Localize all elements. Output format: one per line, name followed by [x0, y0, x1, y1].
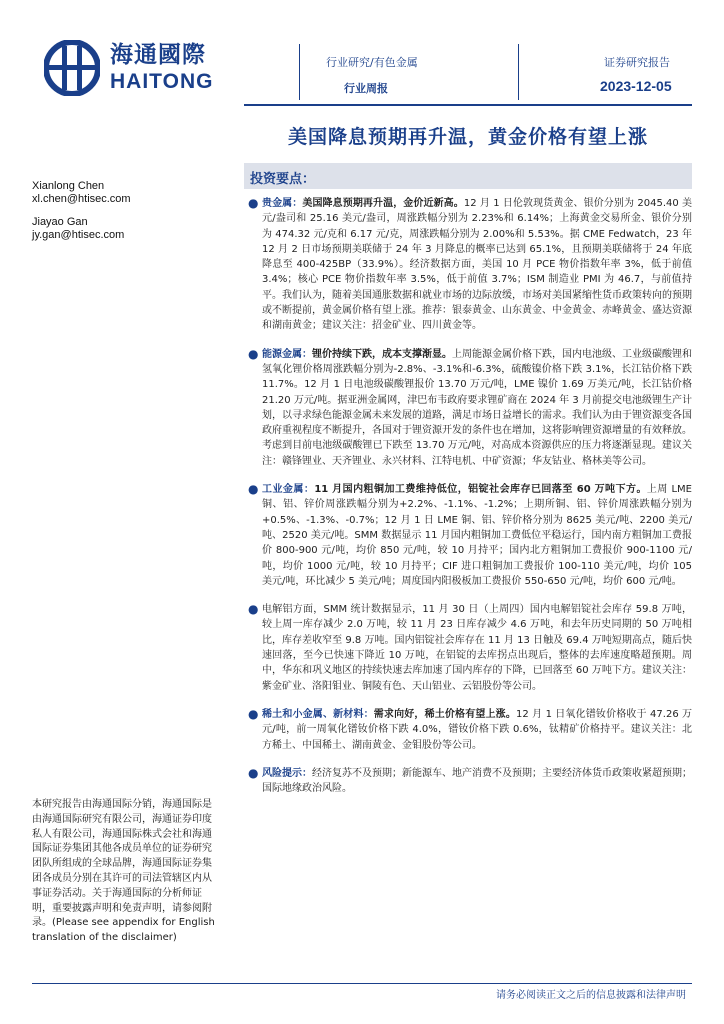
- author-email[interactable]: jy.gan@htisec.com: [32, 229, 125, 241]
- point-text: 12 月 1 日氧化镨钕价格收于 47.26 万元/吨，前一周氧化镨钕价格下跌 4.0%，镨钕价格下跌 0.6%，钛精矿价格持平。建议关注：北方稀土、中国稀土、湖南黄金、金钼股份等公司。: [262, 708, 693, 751]
- point-precious-metals: [244, 196, 692, 334]
- haitong-logo-icon: [44, 40, 100, 96]
- point-rare-earth: [244, 707, 692, 753]
- author-name: Xianlong Chen: [32, 180, 105, 192]
- bullet-icon: ●: [248, 346, 259, 361]
- point-energy-metals: [244, 347, 692, 469]
- author-email[interactable]: xl.chen@htisec.com: [32, 193, 131, 205]
- report-kind: 行业周报: [344, 82, 388, 95]
- footer-notice: 请务必阅读正文之后的信息披露和法律声明: [496, 990, 686, 1001]
- key-points-label: 投资要点：: [250, 172, 316, 187]
- bullet-icon: ●: [248, 706, 259, 721]
- point-industrial-metals: [244, 482, 692, 589]
- header-divider: [299, 44, 300, 100]
- bullet-icon: ●: [248, 482, 259, 497]
- disclaimer-note: 本研究报告由海通国际分销，海通国际是由海通国际研究有限公司，海通证券印度私人有限公司，海通国际株式会社和海通国际证券集团其他各成员单位的证券研究团队所组成的全球品牌，海通国际证券集团各成员分别在其许可的司法管辖区内从事证券活动。关于海通国际的分析师证明，重要披露声明和免责声明，请参阅附录。(Please see appendix for English translation of the disclaimer): [32, 799, 215, 944]
- report-date: 2023-12-05: [600, 78, 672, 94]
- point-heading: 能源金属：: [262, 348, 312, 360]
- header-rule: [244, 104, 692, 106]
- point-summary: 11 月国内粗铜加工费维持低位，铝锭社会库存已回落至 60 万吨下方。: [314, 484, 647, 496]
- point-heading: 稀土和小金属、新材料：: [262, 708, 374, 720]
- author-name: Jiayao Gan: [32, 216, 88, 228]
- bullet-icon: ●: [248, 602, 259, 617]
- header-divider: [518, 44, 519, 100]
- report-category: 行业研究/有色金属: [326, 56, 418, 69]
- brand-name-cn: 海通國際: [110, 42, 206, 68]
- bullet-icon: ●: [248, 765, 259, 780]
- brand-name-en: HAITONG: [110, 70, 214, 93]
- report-title: 美国降息预期再升温，黄金价格有望上涨: [287, 126, 648, 148]
- point-text: 上周能源金属价格下跌，国内电池级、工业级碳酸锂和氢氧化锂价格周涨跌幅分别为-2.8%、-3.1%和-6.3%，硫酸镍价格下跌 3.1%，长江钴价格下跌 11.7%。12 月 1 日电池级碳酸锂报价 13.70 万元/吨，LME 镍价 1.69 万美元/吨，长江钴价格 21.20 万元/吨。据亚洲金属网，津巴布韦政府要求锂矿商在 2024 年 3 月前提交电池级锂生产计划，以寻求绿色能源金属未来发展的道路，满足市场日益增长的需求。我们认为由于锂资源变各国政府重视程度不断提升，各国对于锂资源开发的条件也在增加，这将影响锂资源增量的有效释放。考虑到目前电池级碳酸锂已下跌至 13.70 万元/吨，对高成本资源供应的压力将逐渐显现。建议关注：赣锋锂业、天齐锂业、永兴材料、江特电机、中矿资源；华友钴业、格林美等公司。: [262, 348, 692, 467]
- point-heading: 风险提示：: [262, 767, 312, 779]
- key-points-body: [244, 196, 692, 796]
- point-heading: 贵金属：: [262, 198, 303, 209]
- point-summary: 美国降息预期再升温，金价近新高。: [302, 198, 464, 209]
- point-aluminum: [244, 602, 692, 694]
- point-summary: 锂价持续下跌，成本支撑渐显。: [312, 348, 452, 360]
- report-type: 证券研究报告: [604, 56, 670, 69]
- point-risk-warning: [244, 766, 692, 797]
- brand-logo: [44, 40, 213, 96]
- point-text: 经济复苏不及预期；新能源车、地产消费不及预期；主要经济体货币政策收紧超预期；国际地缘政治风险。: [262, 767, 692, 795]
- point-text: 上周 LME 铜、铝、锌价周涨跌幅分别为+2.2%、-1.1%、-1.2%；上期所铜、铝、锌价周涨跌幅分别为+0.5%、-1.3%、-0.7%；12 月 1 日 LME 铜、铝、锌价格分别为 8625 美元/吨、2200 美元/吨、2520 美元/吨。SMM 数据显示 11 月国内粗铜加工费低位平稳运行，国内南方粗铜加工费报价 800-900 元/吨，均价 850 元/吨，较 10 月持平；国内北方粗铜加工费报价 900-1100 元/吨，均价 1000 元/吨，较 10 月持平；CIF 进口粗铜加工费报价 100-110 美元/吨，均价 105 美元/吨，环比减少 5 美元/吨；周度国内阳极板加工费报价 550-650 元/吨，均价 600 元/吨。: [262, 484, 693, 587]
- bullet-icon: ●: [248, 196, 259, 210]
- point-text: 电解铝方面，SMM 统计数据显示，11 月 30 日（上周四）国内电解铝锭社会库存 59.8 万吨，较上周一库存减少 2.0 万吨，较 11 月 23 日库存减少 4.6 万吨，和去年历史同期的 50 万吨相比，库存差收窄至 9.8 万吨。国内铝锭社会库存在 11 月 13 日触及 69.4 万吨短期高点，随后快速回落，至今已快速下降近 10 万吨，在铝锭的去库拐点出现后，整体的去库速度略超预期。周中，华东和巩义地区的持续快速去库加速了国内库存的下降，已回落至 60 万吨下方。建议关注：紫金矿业、洛阳钼业、铜陵有色、天山铝业、云铝股份等公司。: [262, 604, 692, 692]
- point-heading: 工业金属：: [262, 484, 315, 496]
- key-points-bar: [244, 163, 692, 189]
- footer-rule: [32, 983, 692, 984]
- point-summary: 需求向好，稀土价格有望上涨。: [373, 708, 517, 720]
- point-text: 12 月 1 日伦敦现货黄金、银价分别为 2045.40 美元/盎司和 25.16 美元/盎司，周涨跌幅分别为 2.23%和 6.14%；上海黄金交易所金、银价分别为 474.32 元/克和 6.17 元/克，周涨跌幅分别为 2.00%和 5.53%。据 CME Fedwatch，23 年 12 月 2 日市场预期美联储于 24 年 3 月降息的概率已达到 65.1%，且预期美联储将于 24 年底降息至 400-425BP（33.9%）。经济数据方面，美国 10 月 PCE 物价指数年率 3%，低于前值 3.4%；核心 PCE 物价指数年率 3.5%，低于前值 3.7%；ISM 制造业 PMI 为 46.7，与前值持平。我们认为，随着美国通胀数据和就业市场的边际放缓，市场对美国紧缩性货币政策转向的预期或不断提前，黄金属价格有望上涨。推荐：银泰黄金、山东黄金、中金黄金、赤峰黄金、盛达资源和湖南黄金；建议关注：招金矿业、四川黄金等。: [262, 198, 692, 332]
